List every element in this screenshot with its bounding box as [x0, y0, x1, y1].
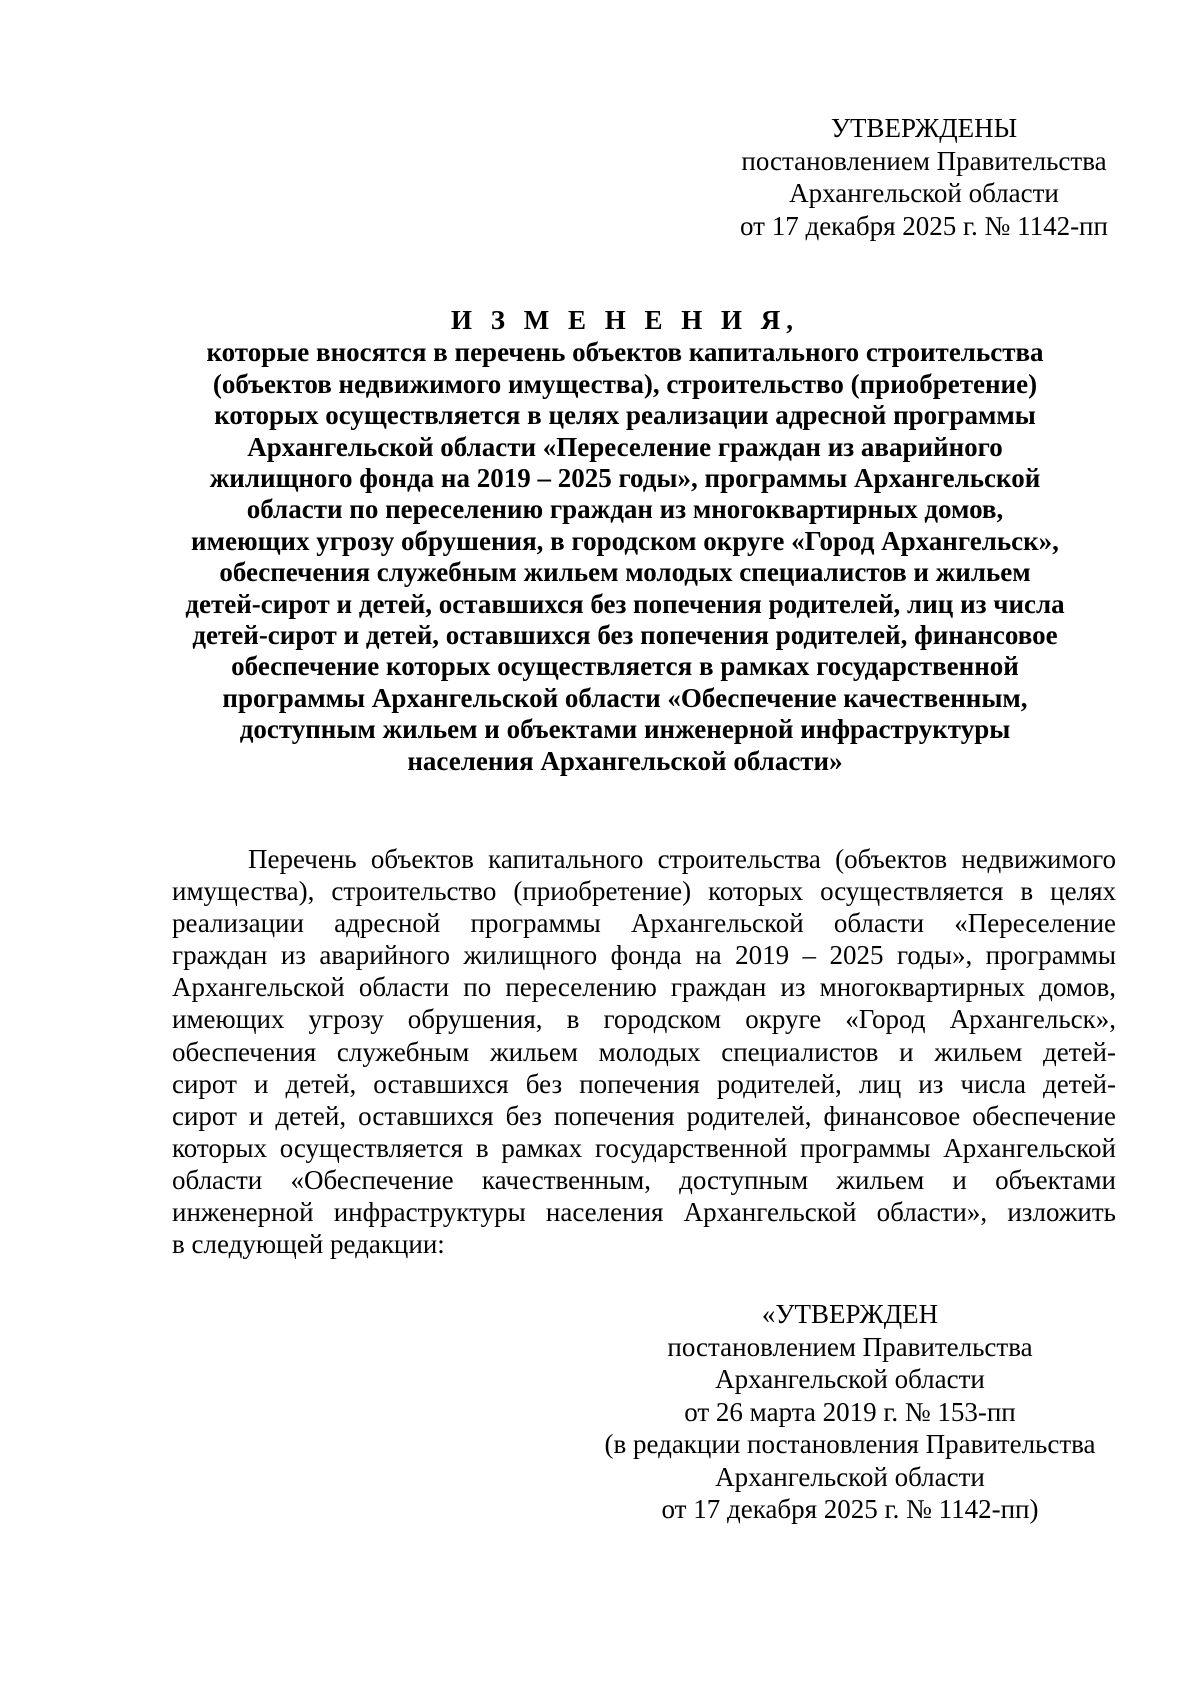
- title-line: детей-сирот и детей, оставшихся без попечения родителей, финансовое: [192, 620, 1058, 651]
- body-line: реализации адресной программы Архангельской области «Переселение: [172, 908, 1116, 939]
- approval-top-line-3: Архангельской области: [789, 178, 1059, 208]
- body-line: Перечень объектов капитального строительства (объектов недвижимого: [248, 844, 1116, 874]
- approval-bottom-line-3: Архангельской области: [715, 1364, 985, 1394]
- body-line: которых осуществляется в рамках государственной программы Архангельской: [172, 1132, 1116, 1163]
- approval-bottom-line-6: Архангельской области: [715, 1461, 985, 1492]
- approval-bottom-line-1: «УТВЕРЖДЕН: [761, 1299, 939, 1329]
- document-title: [170, 305, 1080, 777]
- title-line: которые вносятся в перечень объектов капитального строительства: [206, 337, 1044, 368]
- title-line: доступным жильем и объектами инженерной инфраструктуры: [239, 714, 1011, 745]
- body-line: сирот и детей, оставшихся без попечения родителей, лиц из числа детей-: [172, 1068, 1116, 1099]
- approval-bottom-line-5: (в редакции постановления Правительства: [604, 1429, 1096, 1459]
- body-line: инженерной инфраструктуры населения Архангельской области», изложить: [172, 1197, 1116, 1228]
- body-line: области «Обеспечение качественным, доступным жильем и объектами: [172, 1164, 1116, 1195]
- body-line: в следующей редакции:: [172, 1229, 445, 1260]
- approval-top-line-4: от 17 декабря 2025 г. № 1142-пп: [740, 210, 1108, 241]
- title-line: жилищного фонда на 2019 – 2025 годы», программы Архангельской: [209, 463, 1041, 494]
- title-line: населения Архангельской области»: [407, 745, 843, 776]
- title-line: детей-сирот и детей, оставшихся без попечения родителей, лиц из числа: [185, 588, 1065, 619]
- title-line: области по переселению граждан из многоквартирных домов,: [246, 494, 1004, 525]
- title-line: обеспечения служебным жильем молодых специалистов и жильем: [219, 557, 1031, 588]
- approval-stamp-bottom: [600, 1298, 1100, 1526]
- body-line: имущества), строительство (приобретение) которых осуществляется в целях: [172, 876, 1116, 907]
- body-line: сирот и детей, оставшихся без попечения родителей, финансовое обеспечение: [172, 1100, 1116, 1131]
- approval-top-line-1: УТВЕРЖДЕНЫ: [830, 113, 1018, 143]
- title-line: программы Архангельской области «Обеспечение качественным,: [222, 682, 1028, 713]
- title-line: которых осуществляется в целях реализации адресной программы: [214, 400, 1036, 431]
- approval-bottom-line-2: постановлением Правительства: [667, 1331, 1033, 1362]
- approval-bottom-line-7: от 17 декабря 2025 г. № 1142-пп): [661, 1494, 1039, 1524]
- body-line: Архангельской области по переселению граждан из многоквартирных домов,: [172, 972, 1116, 1003]
- title-line: Архангельской области «Переселение граждан из аварийного: [247, 431, 1003, 462]
- body-line: имеющих угрозу обрушения, в городском округе «Город Архангельск»,: [172, 1004, 1116, 1035]
- title-line: (объектов недвижимого имущества), строительство (приобретение): [212, 368, 1038, 399]
- approval-bottom-line-4: от 26 марта 2019 г. № 153-пп: [684, 1396, 1016, 1427]
- body-line: граждан из аварийного жилищного фонда на 2019 – 2025 годы», программы: [172, 940, 1116, 971]
- approval-stamp-top: [704, 112, 1144, 242]
- body-line: обеспечения служебным жильем молодых специалистов и жильем детей-: [172, 1036, 1116, 1067]
- title-heading: И З М Е Н Е Н И Я,: [450, 305, 799, 335]
- approval-top-line-2: постановлением Правительства: [741, 145, 1107, 176]
- title-line: обеспечение которых осуществляется в рамках государственной: [231, 651, 1019, 682]
- title-line: имеющих угрозу обрушения, в городском округе «Город Архангельск»,: [191, 525, 1059, 556]
- body-paragraph: [172, 843, 1116, 1260]
